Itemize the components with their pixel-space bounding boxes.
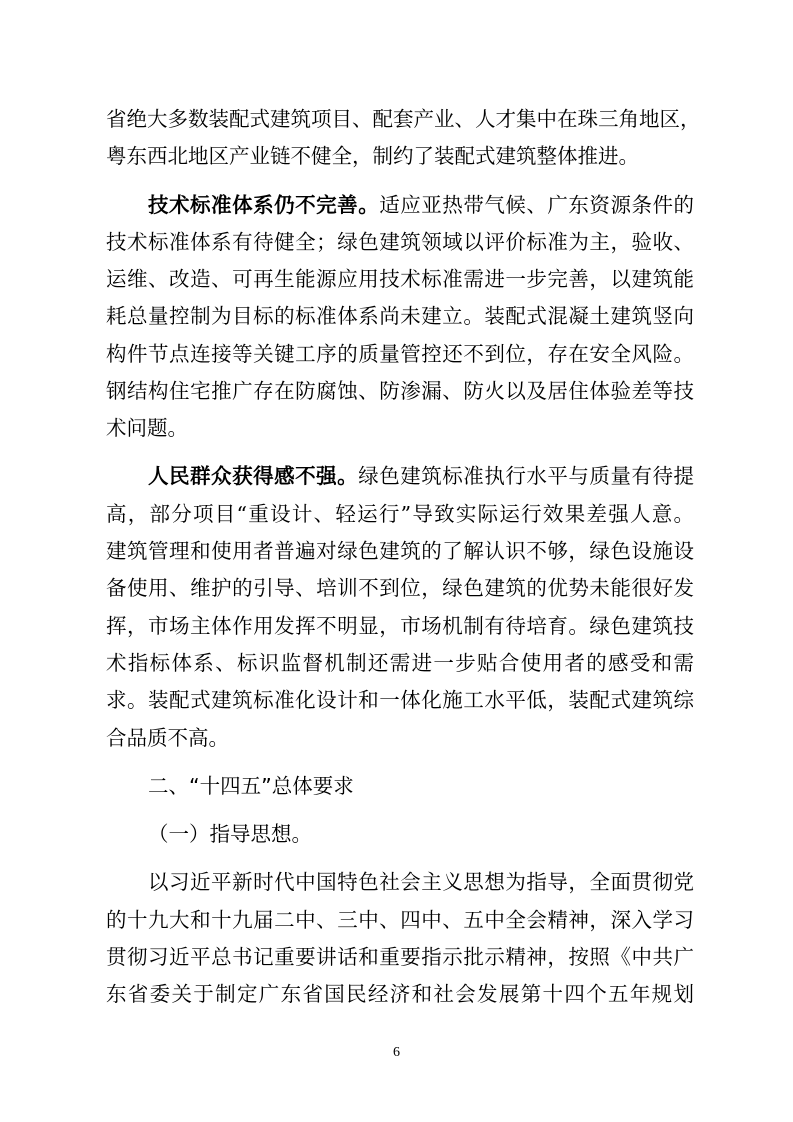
paragraph-line: 运维、改造、可再生能源应用技术标准需进一步完善，以建筑能 [106,267,694,291]
paragraph-line: 构件节点连接等关键工序的质量管控还不到位，存在安全风险。 [106,342,694,366]
paragraph-line: 挥，市场主体作用发挥不明显，市场机制有待培育。绿色建筑技 [106,614,694,638]
paragraph-first-line [148,190,694,220]
paragraph-line: 省绝大多数装配式建筑项目、配套产业、人才集中在珠三角地区， [106,107,701,131]
page-number: 6 [393,1045,400,1060]
paragraph-line: 粤东西北地区产业链不健全，制约了装配式建筑整体推进。 [106,144,639,168]
paragraph-line: 东省委关于制定广东省国民经济和社会发展第十四个五年规划 [106,982,694,1006]
paragraph-first-line: 以习近平新时代中国特色社会主义思想为指导，全面贯彻党 [148,870,694,894]
paragraph-text: 适应亚热带气候、广东资源条件的 [379,193,695,217]
paragraph-line: 的十九大和十九届二中、三中、四中、五中全会精神，深入学习 [106,908,694,932]
paragraph-line: 贯彻习近平总书记重要讲话和重要指示批示精神，按照《中共广 [106,945,694,969]
paragraph-line: 合品质不高。 [106,726,229,750]
paragraph-line: 术指标体系、标识监督机制还需进一步贴合使用者的感受和需 [106,651,694,675]
section-heading: 二、“十四五”总体要求 [148,774,354,798]
paragraph-line: 技术标准体系有待健全；绿色建筑领域以评价标准为主，验收、 [106,230,694,254]
paragraph-line: 备使用、维护的引导、培训不到位，绿色建筑的优势未能很好发 [106,576,694,600]
paragraph-line: 钢结构住宅推广存在防腐蚀、防渗漏、防火以及居住体验差等技 [106,379,694,403]
paragraph-line: 高，部分项目“重设计、轻运行”导致实际运行效果差强人意。 [106,502,694,526]
subsection-heading: （一）指导思想。 [148,822,312,846]
paragraph-text: 绿色建筑标准执行水平与质量有待提 [358,464,695,488]
paragraph-first-line [148,461,694,491]
paragraph-line: 求。装配式建筑标准化设计和一体化施工水平低，装配式建筑综 [106,688,694,712]
paragraph-line: 建筑管理和使用者普遍对绿色建筑的了解认识不够，绿色设施设 [106,539,694,563]
paragraph-lead: 人民群众获得感不强。 [148,464,359,488]
paragraph-line: 耗总量控制为目标的标准体系尚未建立。装配式混凝土建筑竖向 [106,304,694,328]
paragraph-lead: 技术标准体系仍不完善。 [148,193,380,217]
paragraph-line: 术问题。 [106,416,188,440]
